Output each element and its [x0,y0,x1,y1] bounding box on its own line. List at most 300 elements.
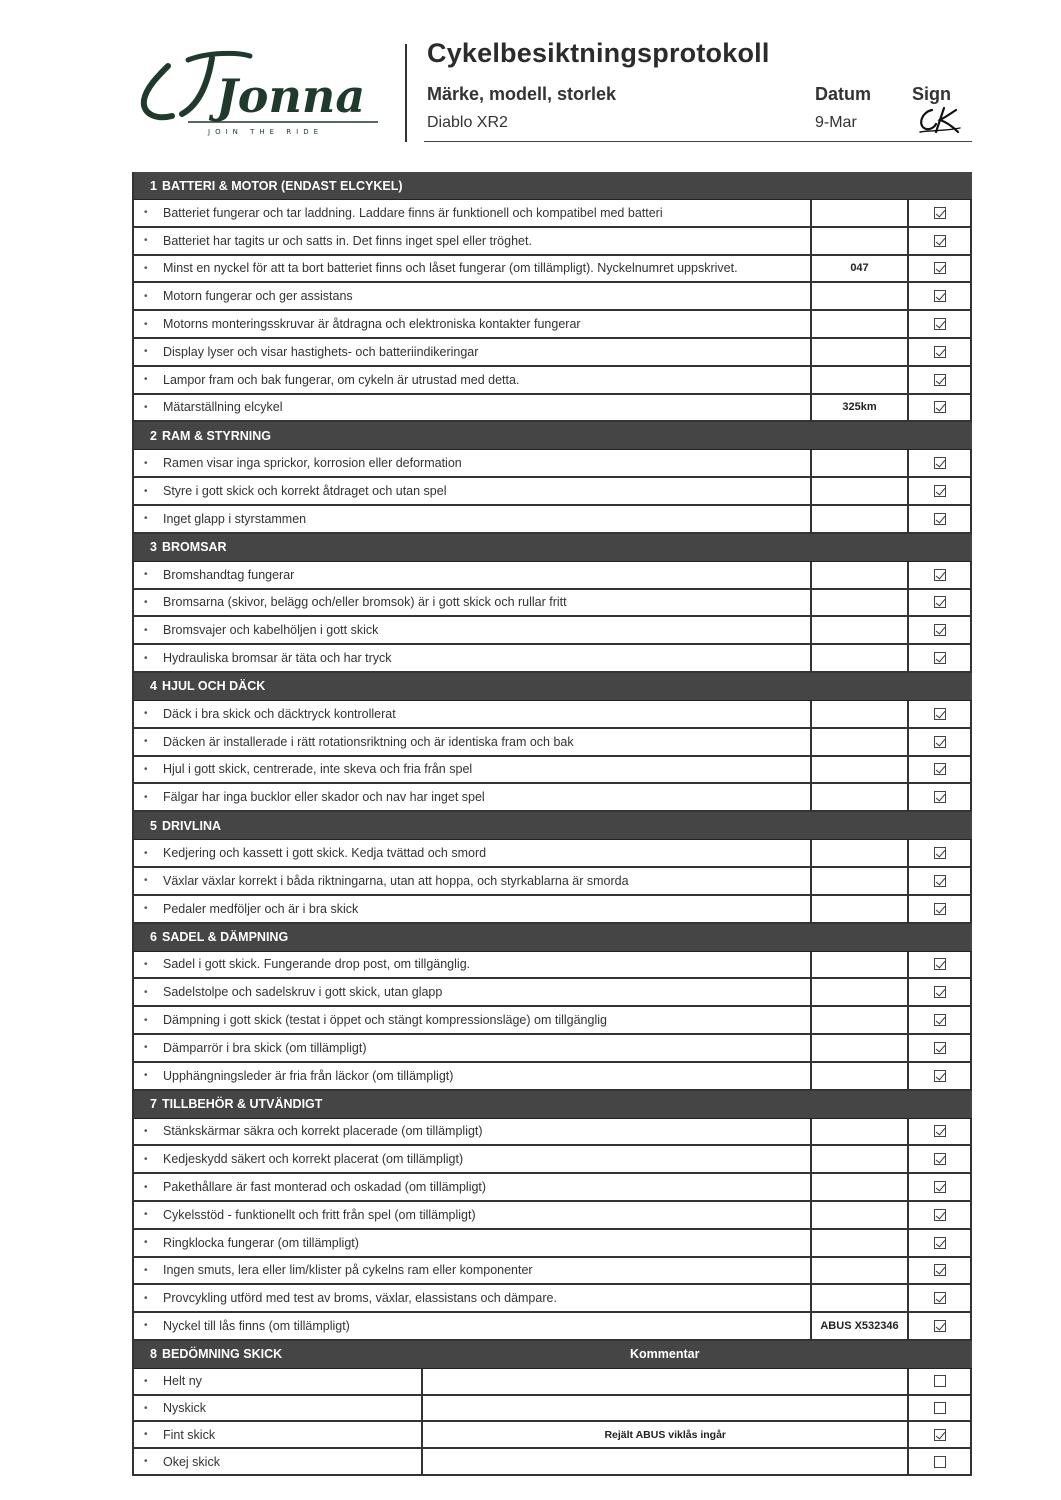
checklist-row [134,311,972,339]
item-text: Mätarställning elcykel [163,400,283,415]
bullet: • [144,235,148,247]
checkbox[interactable] [934,624,946,636]
item-description [134,1258,812,1284]
condition-label [134,1396,423,1421]
assessment-header [134,1341,972,1368]
checklist-row [134,395,972,423]
item-description [134,367,812,393]
item-text: Fälgar har inga bucklor eller skador och nav har inget spel [163,790,485,805]
check-cell [909,562,972,588]
check-cell [909,701,972,727]
checkbox[interactable] [934,485,946,497]
item-text: Upphängningsleder är fria från läckor (om tillämpligt) [163,1068,454,1083]
checklist-row [134,590,972,618]
checkbox[interactable] [934,290,946,302]
checkbox[interactable] [934,374,946,386]
bullet: • [144,847,148,859]
check-cell [909,645,972,671]
checklist-row [134,1007,972,1035]
item-value [812,562,909,588]
bullet: • [144,1209,148,1221]
checklist-row [134,367,972,395]
checklist-row [134,784,972,812]
section-title: BEDÖMNING SKICK [162,1347,283,1362]
checklist-row [134,228,972,256]
item-text: Styre i gott skick och korrekt åtdraget och utan spel [163,484,447,499]
checkbox[interactable] [934,569,946,581]
checklist-row [134,1313,972,1341]
item-value [812,1035,909,1061]
check-cell [909,979,972,1005]
checkbox[interactable] [934,1375,946,1387]
item-text: Stänkskärmar säkra och korrekt placerade (om tillämpligt) [163,1124,483,1139]
item-text: Dämparrör i bra skick (om tillämpligt) [163,1040,367,1055]
document-title: Cykelbesiktningsprotokoll [427,38,770,68]
item-value [812,729,909,755]
item-text: Nyckel till lås finns (om tillämpligt) [163,1318,350,1333]
checkbox[interactable] [934,847,946,859]
check-cell [909,729,972,755]
bullet: • [144,791,148,803]
check-cell [909,367,972,393]
check-cell [909,339,972,365]
check-cell [909,868,972,894]
model-value: Diablo XR2 [427,114,508,131]
bullet: • [144,374,148,386]
item-description [134,478,812,504]
bullet: • [144,1402,148,1414]
item-description [134,506,812,532]
bullet: • [144,1181,148,1193]
inspection-checklist [132,172,972,1476]
jonna-logo [128,42,388,138]
check-cell [909,506,972,532]
item-value: ABUS X532346 [812,1313,909,1339]
check-cell [909,784,972,810]
item-value [812,1174,909,1200]
check-cell [909,1146,972,1172]
checkbox[interactable] [934,1292,946,1304]
item-description [134,395,812,421]
item-value [812,228,909,254]
checkbox[interactable] [934,708,946,720]
checkbox[interactable] [934,596,946,608]
check-cell [909,395,972,421]
item-description [134,283,812,309]
condition-comment [423,1449,909,1474]
item-value: 325km [812,395,909,421]
bullet: • [144,513,148,525]
item-description [134,1313,812,1339]
check-cell [909,450,972,476]
checklist-row [134,1258,972,1286]
item-value [812,1202,909,1228]
assessment-row [134,1422,972,1449]
checklist-row [134,562,972,590]
checklist-row [134,1285,972,1313]
checkbox[interactable] [934,903,946,915]
date-label: Datum [815,84,872,104]
item-text: Växlar växlar korrekt i båda riktningarna, utan att hoppa, och styrkablarna är smorda [163,873,629,888]
section-number: 4 [150,679,157,694]
section-header [134,172,972,200]
checkbox[interactable] [934,207,946,219]
check-cell [909,757,972,783]
item-value [812,283,909,309]
checkbox[interactable] [934,513,946,525]
item-value [812,1230,909,1256]
checklist-row [134,896,972,924]
check-cell [909,896,972,922]
item-description [134,617,812,643]
check-cell [909,1063,972,1089]
item-description [134,228,812,254]
item-text: Display lyser och visar hastighets- och batteriindikeringar [163,344,479,359]
item-value [812,784,909,810]
item-text: Hydrauliska bromsar är täta och har tryck [163,651,392,666]
bullet: • [144,1320,148,1332]
item-description [134,979,812,1005]
item-description [134,311,812,337]
checkbox[interactable] [934,1264,946,1276]
item-value [812,506,909,532]
checkbox[interactable] [934,736,946,748]
section-title: RAM & STYRNING [162,428,272,443]
item-value [812,896,909,922]
logo-tagline: JOIN THE RIDE [208,128,324,136]
check-cell [909,590,972,616]
item-value [812,1119,909,1145]
bullet: • [144,1292,148,1304]
checklist-row [134,1230,972,1258]
item-description [134,339,812,365]
checkbox[interactable] [934,1125,946,1137]
condition-comment [423,1369,909,1394]
item-text: Kedjering och kassett i gott skick. Kedja tvättad och smord [163,846,487,861]
checklist-row [134,339,972,367]
bullet: • [144,1264,148,1276]
check-cell [909,617,972,643]
bullet: • [144,1375,148,1387]
section-title: BROMSAR [162,540,227,555]
checklist-row [134,868,972,896]
checklist-row [134,283,972,311]
item-text: Lampor fram och bak fungerar, om cykeln är utrustad med detta. [163,372,520,387]
section-title: BATTERI & MOTOR (ENDAST ELCYKEL) [162,178,403,193]
check-cell [909,1369,972,1394]
item-value: 047 [812,256,909,282]
bullet: • [144,290,148,302]
item-description [134,952,812,978]
signature [916,104,962,136]
item-description [134,256,812,282]
item-text: Ingen smuts, lera eller lim/klister på cykelns ram eller komponenter [163,1263,533,1278]
check-cell [909,1285,972,1311]
item-text: Batteriet har tagits ur och satts in. Det finns inget spel eller tröghet. [163,233,532,248]
check-cell [909,840,972,866]
bullet: • [144,318,148,330]
item-text: Sadel i gott skick. Fungerande drop post, om tillgänglig. [163,957,471,972]
header-divider [405,44,407,142]
checklist-row [134,478,972,506]
bullet: • [144,596,148,608]
checklist-row [134,256,972,284]
item-text: Batteriet fungerar och tar laddning. Laddare finns är funktionell och kompatibel med batteri [163,205,663,220]
section-number: 6 [150,930,157,945]
item-text: Pedaler medföljer och är i bra skick [163,901,359,916]
item-text: Däcken är installerade i rätt rotationsriktning och är identiska fram och bak [163,734,574,749]
item-description [134,896,812,922]
checkbox[interactable] [934,318,946,330]
item-description [134,562,812,588]
check-cell [909,952,972,978]
item-description [134,1007,812,1033]
bullet: • [144,736,148,748]
checklist-row [134,952,972,980]
bullet: • [144,875,148,887]
item-text: Bromshandtag fungerar [163,567,295,582]
item-value [812,200,909,226]
condition-text: Okej skick [163,1454,220,1469]
checklist-row [134,1202,972,1230]
checkbox[interactable] [934,1320,946,1332]
check-cell [909,256,972,282]
item-text: Ringklocka fungerar (om tillämpligt) [163,1235,359,1250]
checkbox[interactable] [934,1456,946,1468]
check-cell [909,283,972,309]
checkbox[interactable] [934,958,946,970]
comment-header: Kommentar [630,1347,700,1362]
checklist-row [134,450,972,478]
item-text: Motorn fungerar och ger assistans [163,289,353,304]
checkbox[interactable] [934,1014,946,1026]
item-description [134,1202,812,1228]
item-description [134,1146,812,1172]
check-cell [909,1007,972,1033]
bullet: • [144,1153,148,1165]
section-number: 7 [150,1097,157,1112]
section-title: DRIVLINA [162,818,222,833]
item-description [134,1285,812,1311]
check-cell [909,1174,972,1200]
section-header [134,812,972,840]
section-header [134,534,972,562]
item-value [812,339,909,365]
assessment-row [134,1396,972,1423]
section-title: SADEL & DÄMPNING [162,930,289,945]
check-cell [909,1230,972,1256]
checkbox[interactable] [934,262,946,274]
bullet: • [144,569,148,581]
bullet: • [144,652,148,664]
item-description [134,200,812,226]
item-text: Motorns monteringsskruvar är åtdragna och elektroniska kontakter fungerar [163,317,581,332]
item-description [134,840,812,866]
bullet: • [144,1070,148,1082]
bullet: • [144,207,148,219]
bullet: • [144,1125,148,1137]
section-header [134,1341,972,1369]
bullet: • [144,903,148,915]
model-label: Märke, modell, storlek [427,84,617,104]
checkbox[interactable] [934,1153,946,1165]
item-description [134,1230,812,1256]
check-cell [909,200,972,226]
checkbox[interactable] [934,1237,946,1249]
check-cell [909,1313,972,1339]
checkbox[interactable] [934,986,946,998]
section-title: TILLBEHÖR & UTVÄNDIGT [162,1097,323,1112]
logo-wordmark: Jonna [216,69,366,123]
bullet: • [144,401,148,413]
item-value [812,979,909,1005]
section-number: 1 [150,178,157,193]
section-number: 5 [150,818,157,833]
checklist-row [134,1174,972,1202]
item-description [134,868,812,894]
checklist-row [134,1119,972,1147]
item-description [134,1063,812,1089]
check-cell [909,1258,972,1284]
section-header [134,924,972,952]
checklist-row [134,617,972,645]
date-value: 9-Mar [815,114,857,131]
check-cell [909,311,972,337]
checkbox[interactable] [934,1402,946,1414]
item-text: Hjul i gott skick, centrerade, inte skeva och fria från spel [163,762,473,777]
bullet: • [144,624,148,636]
bullet: • [144,457,148,469]
checkbox[interactable] [934,401,946,413]
bullet: • [144,986,148,998]
item-value [812,1007,909,1033]
checkbox[interactable] [934,791,946,803]
condition-text: Nyskick [163,1401,207,1416]
checklist-row [134,1146,972,1174]
section-number: 3 [150,540,157,555]
checklist-row [134,506,972,534]
item-value [812,952,909,978]
checkbox[interactable] [934,1209,946,1221]
check-cell [909,1449,972,1474]
item-text: Kedjeskydd säkert och korrekt placerat (om tillämpligt) [163,1152,464,1167]
checkbox[interactable] [934,1070,946,1082]
assessment-row [134,1449,972,1476]
checkbox[interactable] [934,1181,946,1193]
section-header [134,673,972,701]
item-description [134,590,812,616]
item-description [134,729,812,755]
item-text: Sadelstolpe och sadelskruv i gott skick, utan glapp [163,985,443,1000]
item-text: Däck i bra skick och däcktryck kontrollerat [163,706,396,721]
check-cell [909,1119,972,1145]
bullet: • [144,763,148,775]
bullet: • [144,1429,148,1441]
item-text: Provcykling utförd med test av broms, växlar, elassistans och dämpare. [163,1291,557,1306]
item-text: Ramen visar inga sprickor, korrosion eller deformation [163,456,462,471]
item-description [134,757,812,783]
bullet: • [144,1042,148,1054]
item-text: Pakethållare är fast monterad och oskadad (om tillämpligt) [163,1180,487,1194]
checklist-row [134,1035,972,1063]
item-value [812,757,909,783]
checklist-row [134,645,972,673]
item-value [812,617,909,643]
item-description [134,645,812,671]
item-value [812,1258,909,1284]
item-text: Inget glapp i styrstammen [163,511,307,526]
item-description [134,450,812,476]
checkbox[interactable] [934,1429,946,1441]
item-text: Cykelsstöd - funktionellt och fritt från spel (om tillämpligt) [163,1207,476,1222]
item-value [812,478,909,504]
checklist-row [134,1063,972,1091]
checklist-row [134,200,972,228]
item-value [812,1063,909,1089]
item-description [134,1119,812,1145]
item-text: Bromsarna (skivor, belägg och/eller bromsok) är i gott skick och rullar fritt [163,595,567,610]
check-cell [909,1422,972,1447]
item-description [134,1035,812,1061]
section-number: 8 [150,1347,157,1362]
checkbox[interactable] [934,235,946,247]
checkbox[interactable] [934,1042,946,1054]
bullet: • [144,708,148,720]
bullet: • [144,485,148,497]
assessment-row [134,1369,972,1396]
item-value [812,701,909,727]
checklist-row [134,840,972,868]
bullet: • [144,346,148,358]
item-text: Dämpning i gott skick (testat i öppet och stängt kompressionsläge) om tillgänglig [163,1013,607,1028]
check-cell [909,478,972,504]
item-value [812,311,909,337]
checkbox[interactable] [934,875,946,887]
check-cell [909,1396,972,1421]
item-value [812,645,909,671]
bullet: • [144,1237,148,1249]
condition-label [134,1422,423,1447]
check-cell [909,1035,972,1061]
checkbox[interactable] [934,346,946,358]
item-description [134,701,812,727]
header-rule [424,141,972,142]
condition-comment: Rejält ABUS viklås ingår [423,1422,909,1447]
condition-label [134,1369,423,1394]
item-value [812,367,909,393]
item-value [812,840,909,866]
checklist-row [134,757,972,785]
item-value [812,1285,909,1311]
checklist-row [134,701,972,729]
bullet: • [144,262,148,274]
bullet: • [144,958,148,970]
section-title: HJUL OCH DÄCK [162,679,266,694]
checklist-row [134,979,972,1007]
checkbox[interactable] [934,763,946,775]
checkbox[interactable] [934,652,946,664]
condition-text: Fint skick [163,1427,216,1442]
bullet: • [144,1456,148,1468]
checkbox[interactable] [934,457,946,469]
condition-text: Helt ny [163,1374,202,1389]
item-value [812,590,909,616]
item-description [134,784,812,810]
section-header [134,1091,972,1119]
item-text: Minst en nyckel för att ta bort batteriet finns och låset fungerar (om tillämpligt). Nyckelnumret uppskrivet. [163,261,738,276]
bullet: • [144,1014,148,1026]
check-cell [909,228,972,254]
